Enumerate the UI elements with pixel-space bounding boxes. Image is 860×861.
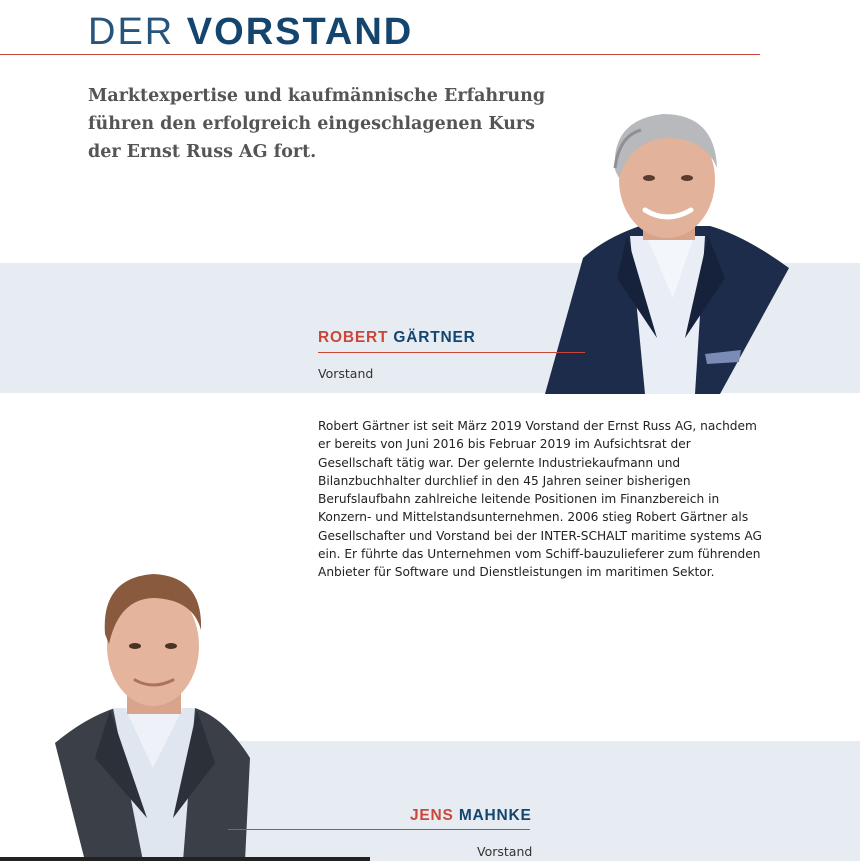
- member-band-2: [230, 741, 860, 861]
- first-name: JENS: [410, 807, 454, 824]
- member-name-robert: [318, 329, 476, 347]
- first-name: ROBERT: [318, 329, 389, 346]
- name-divider: [318, 352, 585, 353]
- page-title-light: DER: [88, 11, 175, 53]
- name-divider: [228, 829, 530, 830]
- page-title-bold: VORSTAND: [186, 11, 414, 53]
- member-role-robert: Vorstand: [318, 366, 374, 381]
- member-role-jens: Vorstand: [477, 844, 533, 859]
- member-bio-robert: Robert Gärtner ist seit März 2019 Vorstand der Ernst Russ AG, nachdem er bereits von Juni 2016 bis Februar 2019 im Aufsichtsrat der Gesellschaft tätig war. Der gelernte Industriekaufmann und Bilanzbuchhalter durchlief in den 45 Jahren seiner bisherigen Berufslaufbahn zahlreiche leitende Positionen im Finanzbereich in Konzern- und Mittelstandsunternehmen. 2006 stieg Robert Gärtner als Gesellschafter und Vorstand bei der INTER-SCHALT maritime systems AG ein. Er führte das Unternehmen vom Schiff-bauzulieferer zum führenden Anbieter für Software und Dienstleistungen im maritimen Sektor.: [318, 419, 762, 580]
- title-divider: [0, 54, 760, 55]
- member-name-jens: [410, 807, 532, 825]
- last-name: MAHNKE: [458, 807, 532, 824]
- page-title: [88, 8, 413, 56]
- last-name: GÄRTNER: [393, 329, 476, 346]
- footer-rule: [0, 857, 370, 861]
- portrait-jens-mahnke: [55, 568, 255, 861]
- intro-text: Marktexpertise und kaufmännische Erfahrung führen den erfolgreich eingeschlagenen Kurs der Ernst Russ AG fort.: [88, 86, 546, 162]
